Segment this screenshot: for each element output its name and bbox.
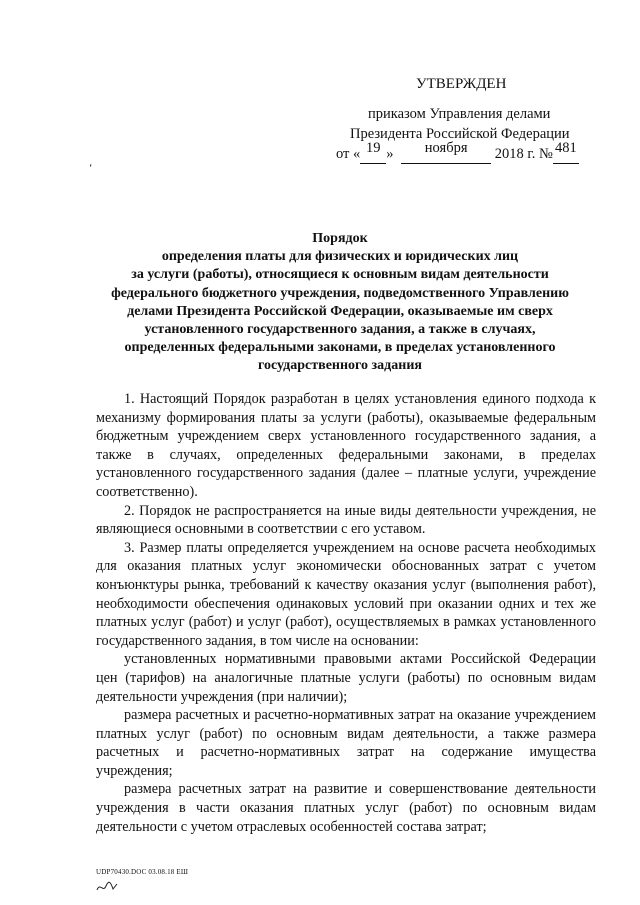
year-text: 2018 г. № <box>494 146 553 162</box>
paragraph: размера расчетных затрат на развитие и совершенствование деятельности учреждения в части оказания платных услуг (работ) по основным видам деятельности с учетом отраслевых особенностей состава затрат; <box>96 781 596 835</box>
title-line: определенных федеральными законами, в пределах установленного <box>124 340 556 356</box>
order-number-field: 481 <box>553 146 579 164</box>
approved-title: УТВЕРЖДЕН <box>416 76 507 92</box>
title-line: установленного государственного задания, а также в случаях, <box>144 322 536 338</box>
title-line: федерального бюджетного учреждения, подведомственного Управлению <box>111 285 569 301</box>
stray-mark: ‘ <box>89 163 93 174</box>
title-line: за услуги (работы), относящиеся к основным видам деятельности <box>131 267 549 283</box>
title-line: Порядок <box>312 231 368 246</box>
title-line: определения платы для физических и юридических лиц <box>161 249 519 265</box>
file-footer: UDP70430.DOC 03.08.18 ЕШ <box>96 868 189 876</box>
paragraph: размера расчетных и расчетно-нормативных затрат на оказание учреждением платных услуг (работ) по основным видам деятельности, а также размера расчетных и расчетно-нормативных затрат на содержание имущества учреждения; <box>96 707 596 779</box>
paragraph: 1. Настоящий Порядок разработан в целях установления единого подхода к механизму формирования платы за услуги (работы), оказываемые федеральным бюджетным учреждением сверх установленного государственного задания, а также в случаях, определенных федеральными законами, в пределах установленного государственного задания (далее – платные услуги, учреждение соответственно). <box>96 391 596 500</box>
date-quote: » <box>386 146 394 162</box>
approval-order-line: приказом Управления делами <box>368 106 551 122</box>
paragraph: установленных нормативными правовыми актами Российской Федерации цен (тарифов) на аналогичные платные услуги (работы) по основным видам деятельности учреждения (при наличии); <box>96 651 596 705</box>
approval-authority-line: Президента Российской Федерации <box>350 126 570 142</box>
document-body <box>96 390 596 836</box>
month-field: ноября <box>401 146 491 164</box>
title-line: государственного задания <box>258 358 422 374</box>
approval-stamp <box>347 74 597 144</box>
paragraph: 3. Размер платы определяется учреждением на основе расчета необходимых для оказания платных услуг экономически обоснованных затрат с учетом конъюнктуры рынка, требований к качеству оказания услуг (выполнения работ), необходимости обеспечения одинаковых условий при оказании одних и тех же платных услуг (работ) и услуг (работ), осуществляемых в рамках установленного государственного задания, в том числе на основании: <box>96 539 596 649</box>
date-prefix: от « <box>336 146 361 162</box>
paragraph: 2. Порядок не распространяется на иные виды деятельности учреждения, не являющиеся основными в соответствии с его уставом. <box>96 502 596 538</box>
title-line: делами Президента Российской Федерации, оказываемые им сверх <box>127 303 553 319</box>
day-field: 19 <box>360 146 386 164</box>
order-date-line <box>336 140 616 164</box>
handwritten-initials <box>96 880 118 894</box>
document-title <box>80 230 600 376</box>
